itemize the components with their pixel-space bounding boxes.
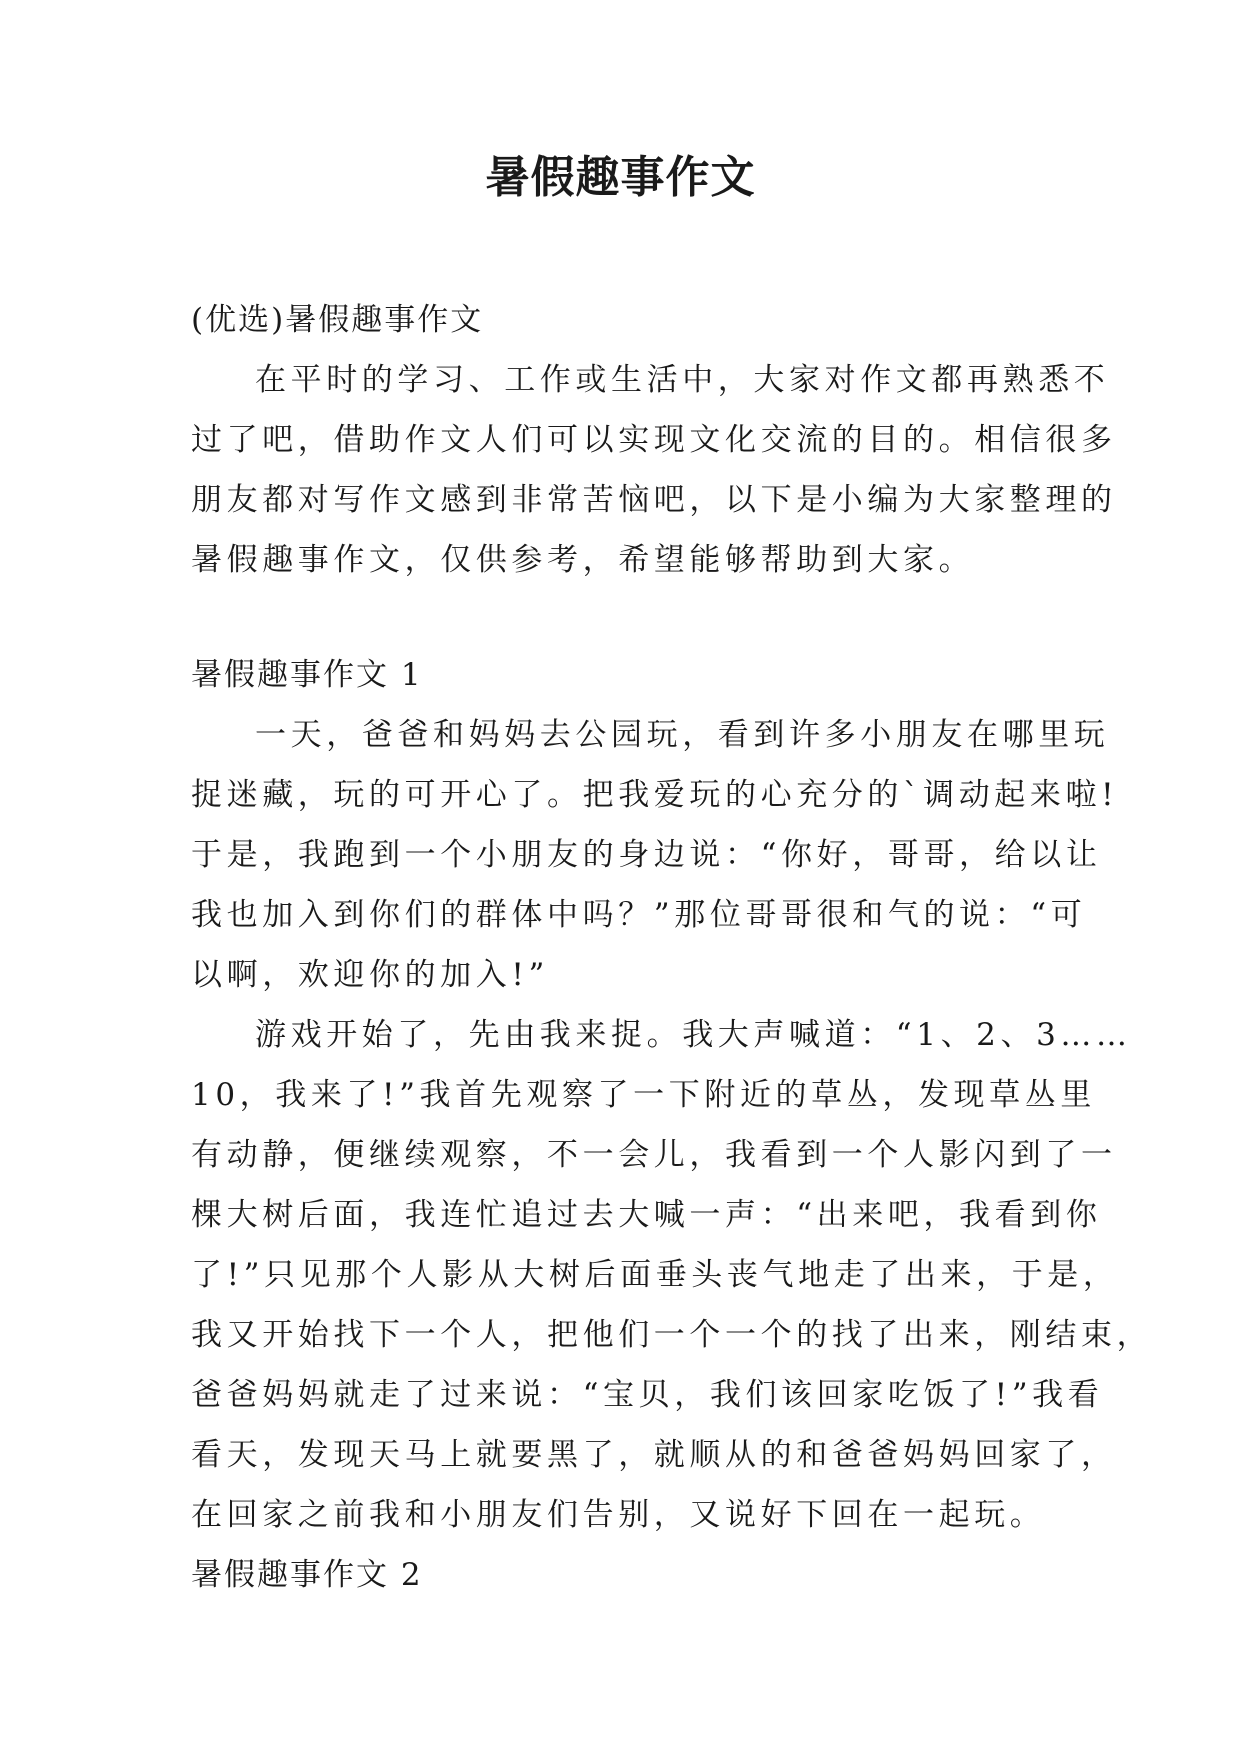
paragraph-line: 在回家之前我和小朋友们告别，又说好下回在一起玩。 [191, 1497, 1046, 1533]
section-1-paragraph-1 [191, 705, 1119, 1005]
paragraph-line: 于是，我跑到一个小朋友的身边说：“你好，哥哥，给以让 [191, 837, 1102, 873]
paragraph-line: 爸爸妈妈就走了过来说：“宝贝，我们该回家吃饭了!”我看 [191, 1377, 1104, 1413]
paragraph-line: 10，我来了!”我首先观察了一下附近的草丛，发现草丛里 [191, 1077, 1096, 1113]
document-subtitle: (优选)暑假趣事作文 [191, 302, 484, 338]
intro-line: 在平时的学习、工作或生活中，大家对作文都再熟悉不 [255, 362, 1110, 398]
section-1-paragraph-2 [191, 1005, 1153, 1545]
paragraph-line: 一天，爸爸和妈妈去公园玩，看到许多小朋友在哪里玩 [255, 717, 1110, 753]
paragraph-line: 以啊，欢迎你的加入!” [191, 957, 549, 993]
section-1-heading: 暑假趣事作文 1 [191, 657, 423, 693]
intro-line: 过了吧，借助作文人们可以实现文化交流的目的。相信很多 [191, 422, 1117, 458]
paragraph-line: 我也加入到你们的群体中吗？”那位哥哥很和气的说：“可 [191, 897, 1087, 933]
paragraph-line: 我又开始找下一个人，把他们一个一个的找了出来，刚结束， [191, 1317, 1153, 1353]
section-2-heading: 暑假趣事作文 2 [191, 1557, 423, 1593]
intro-paragraph [191, 350, 1117, 590]
paragraph-line: 棵大树后面，我连忙追过去大喊一声：“出来吧，我看到你 [191, 1197, 1102, 1233]
document-title: 暑假趣事作文 [485, 152, 756, 203]
document-body [191, 290, 1153, 1605]
intro-line: 朋友都对写作文感到非常苦恼吧，以下是小编为大家整理的 [191, 482, 1117, 518]
paragraph-line: 捉迷藏，玩的可开心了。把我爱玩的心充分的`调动起来啦! [191, 777, 1119, 813]
paragraph-line: 了!”只见那个人影从大树后面垂头丧气地走了出来，于是， [191, 1257, 1119, 1293]
paragraph-line: 有动静，便继续观察，不一会儿，我看到一个人影闪到了一 [191, 1137, 1117, 1173]
paragraph-line: 看天，发现天马上就要黑了，就顺从的和爸爸妈妈回家了， [191, 1437, 1117, 1473]
intro-line: 暑假趣事作文，仅供参考，希望能够帮助到大家。 [191, 542, 975, 578]
paragraph-line: 游戏开始了，先由我来捉。我大声喊道：“1、2、3…… [255, 1017, 1132, 1053]
section-spacer [191, 590, 1059, 645]
